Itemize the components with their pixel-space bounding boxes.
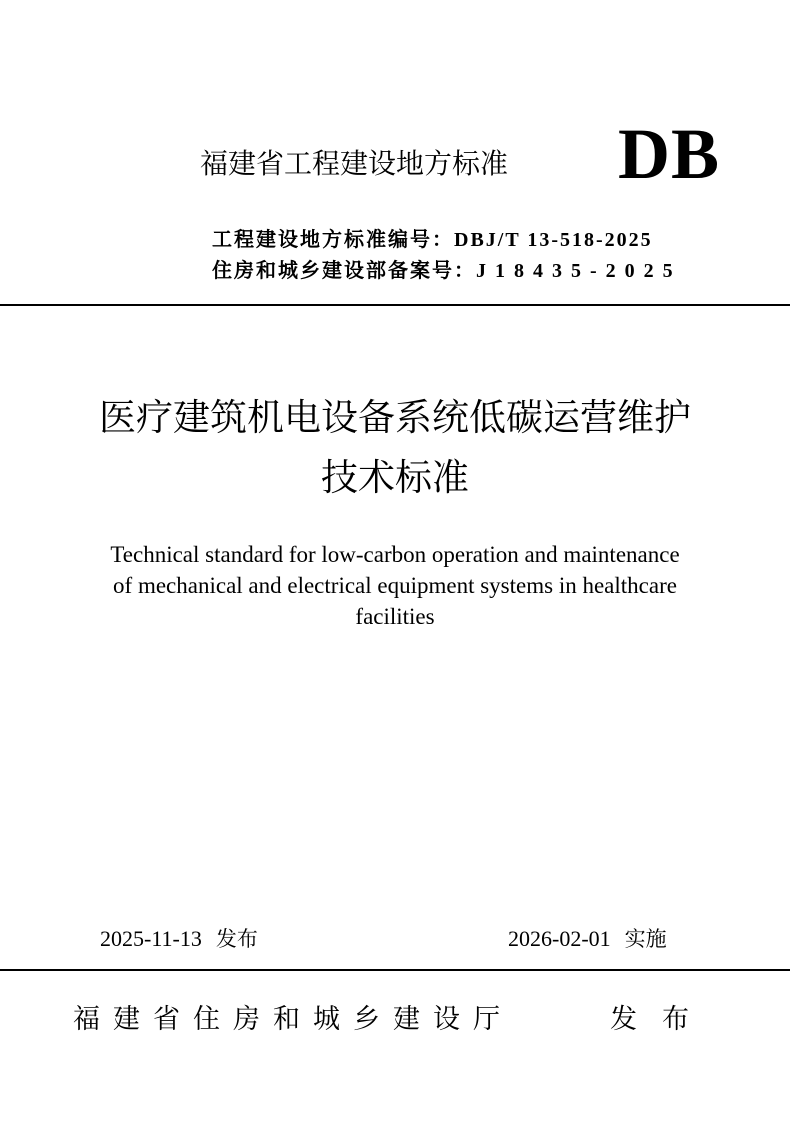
issue-date [100, 925, 258, 953]
title-chinese-line-2: 技术标准 [321, 456, 469, 499]
standard-number-label: 工程建设地方标准编号： [212, 227, 454, 251]
standard-number-value: DBJ/T 13-518-2025 [454, 229, 653, 251]
record-number-value: J18435-2025 [476, 260, 682, 282]
title-english-line-2: of mechanical and electrical equipment systems in healthcare [113, 573, 677, 598]
issue-date-label: 发布 [215, 927, 258, 951]
issue-date-value: 2025-11-13 [100, 926, 202, 951]
title-english-line-3: facilities [355, 604, 435, 629]
record-number-label: 住房和城乡建设部备案号： [212, 258, 476, 282]
record-number-line [212, 257, 682, 284]
publisher: 福建省住房和城乡建设厅 [73, 1004, 513, 1035]
implementation-date-value: 2026-02-01 [508, 926, 611, 951]
header-title: 福建省工程建设地方标准 [200, 147, 509, 180]
bottom-divider [0, 969, 790, 971]
implementation-date-label: 实施 [624, 927, 667, 951]
standard-number-line [212, 226, 653, 253]
top-divider [0, 304, 790, 306]
implementation-date [508, 925, 667, 953]
title-chinese [0, 388, 790, 508]
title-chinese-line-1: 医疗建筑机电设备系统低碳运营维护 [99, 396, 691, 439]
db-mark: DB [618, 114, 721, 194]
publish-label: 发布 [610, 1004, 714, 1035]
title-english [0, 539, 790, 632]
title-english-line-1: Technical standard for low-carbon operation and maintenance [110, 542, 680, 567]
